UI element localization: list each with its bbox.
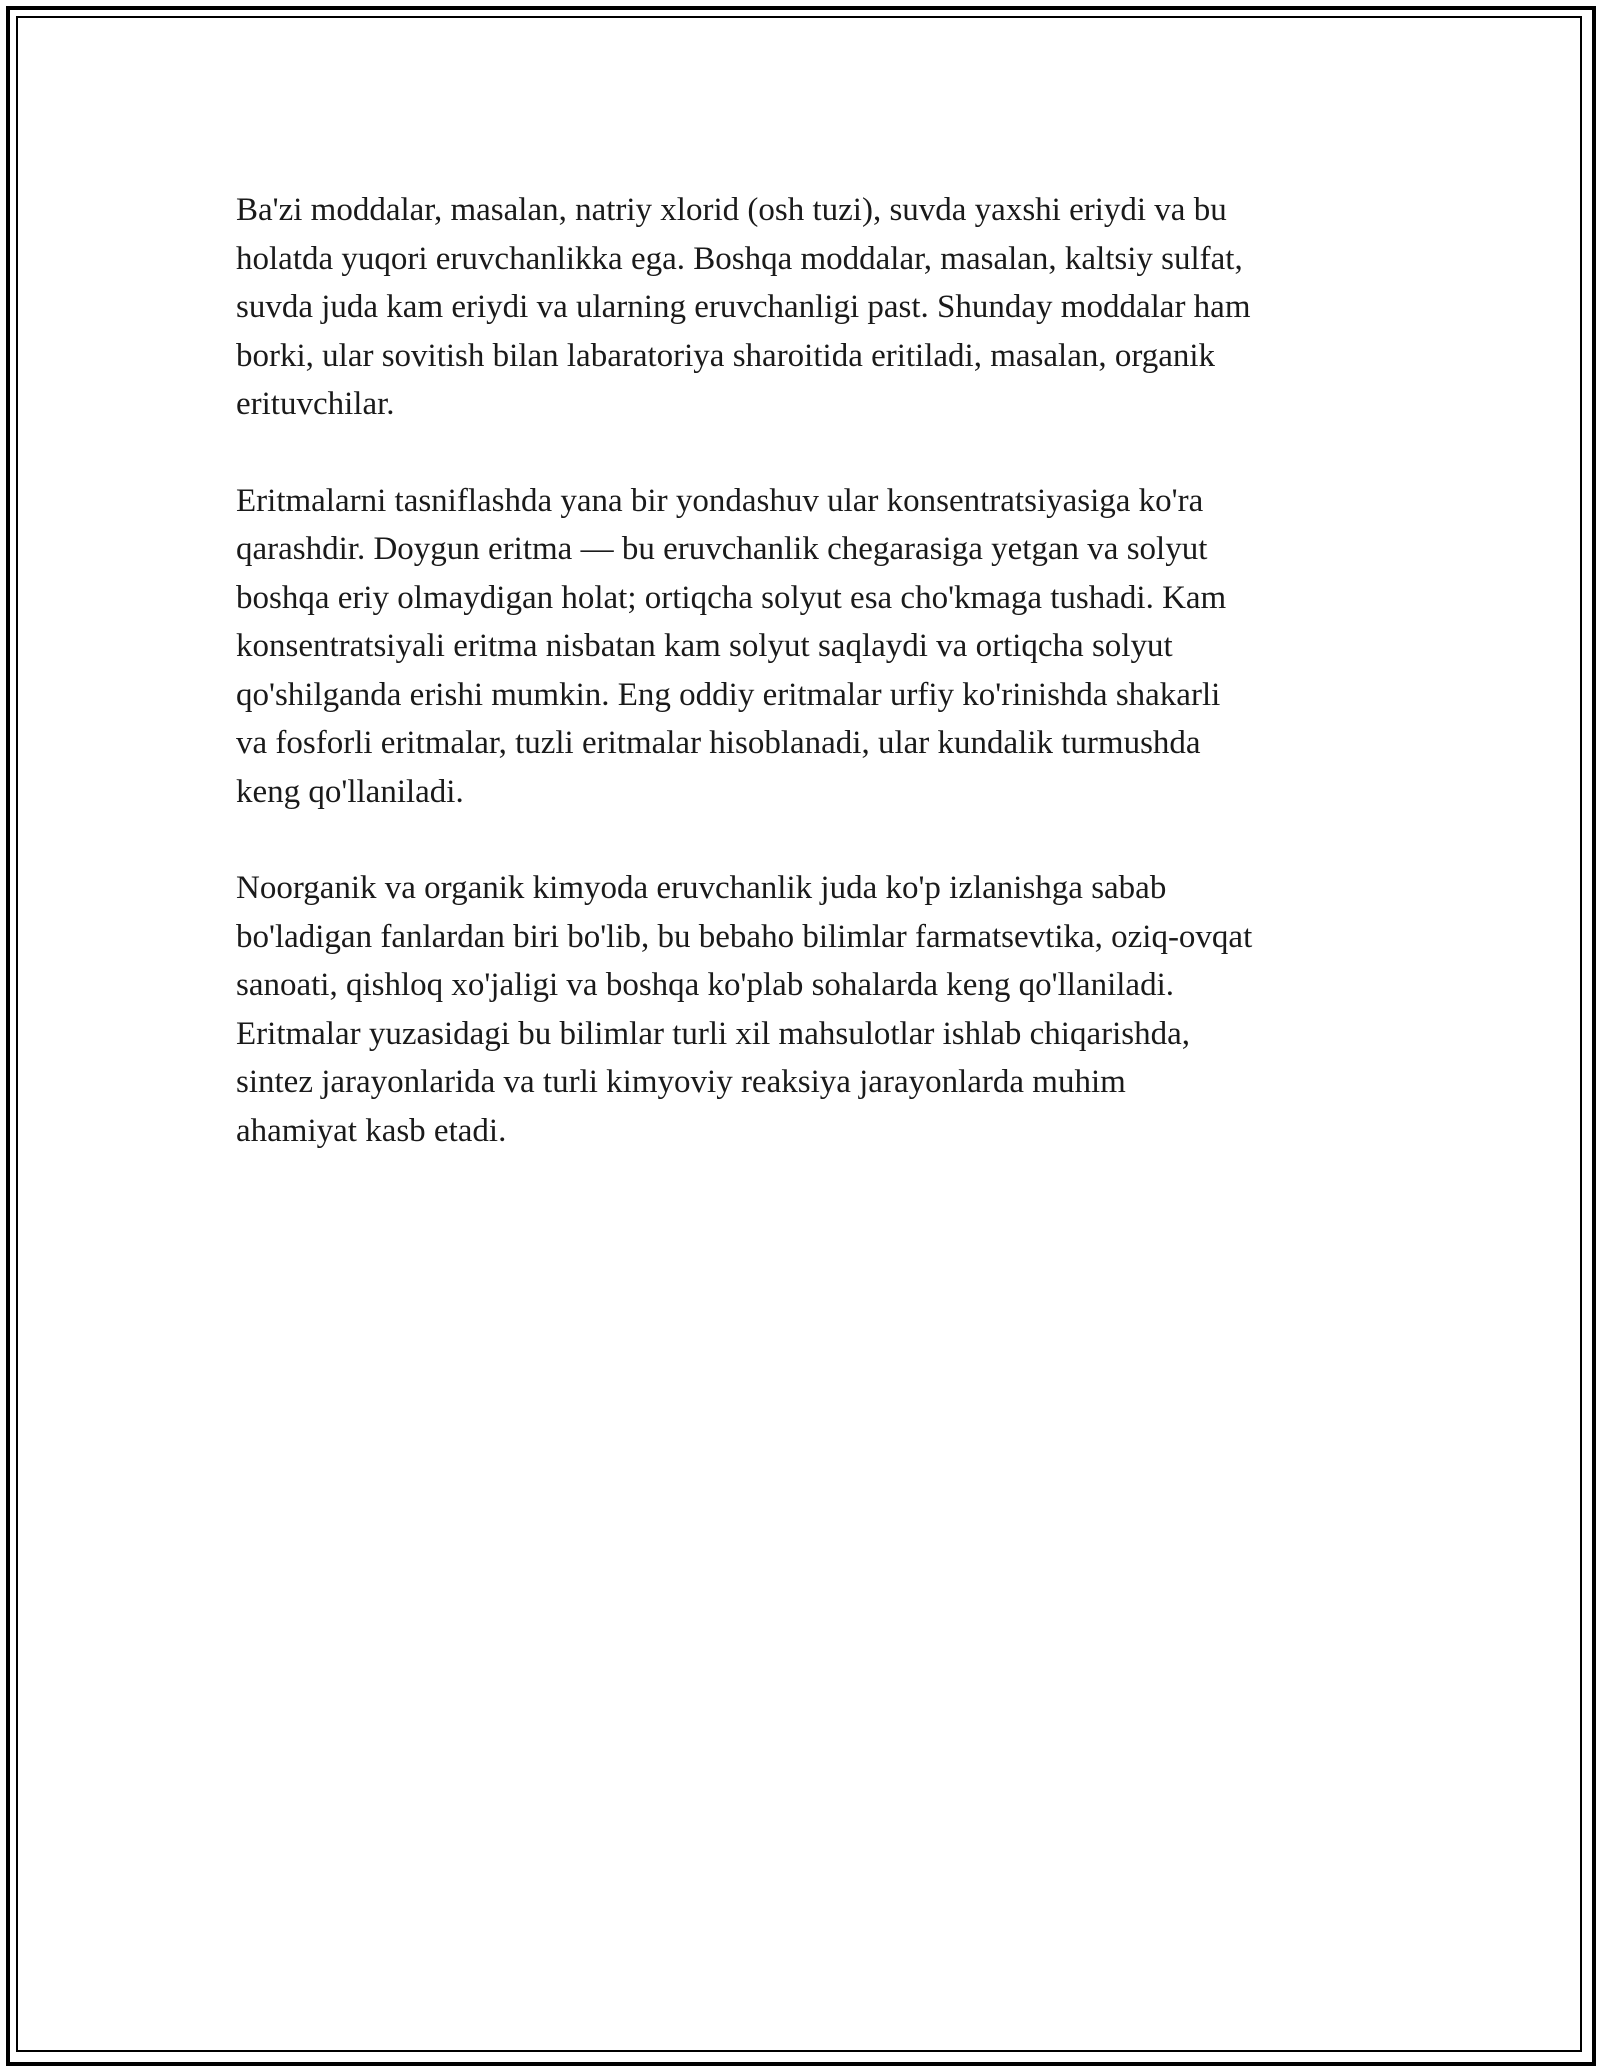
paragraph-1: Ba'zi moddalar, masalan, natriy xlorid (osh tuzi), suvda yaxshi eriydi va bu holatda yuqori eruvchanlikka ega. Boshqa moddalar, masalan, kaltsiy sulfat, suvda juda kam eriydi va ularning eruvchanligi past. Shunday moddalar ham borki, ular sovitish bilan labaratoriya sharoitida eritiladi, masalan, organik erituvchilar.	[236, 192, 1251, 422]
document-body	[236, 186, 1406, 1203]
paragraph-2: Eritmalarni tasniflashda yana bir yondashuv ular konsentratsiyasiga ko'ra qarashdir. Doygun eritma — bu eruvchanlik chegarasiga yetgan va solyut boshqa eriy olmaydigan holat; ortiqcha solyut esa cho'kmaga tushadi. Kam konsentratsiyali eritma nisbatan kam solyut saqlaydi va ortiqcha solyut qo'shilganda erishi mumkin. Eng oddiy eritmalar urfiy ko'rinishda shakarli va fosforli eritmalar, tuzli eritmalar hisoblanadi, ular kundalik turmushda keng qo'llaniladi.	[236, 482, 1227, 810]
paragraph-3: Noorganik va organik kimyoda eruvchanlik juda ko'p izlanishga sabab bo'ladigan fanlardan biri bo'lib, bu bebaho bilimlar farmatsevtika, oziq-ovqat sanoati, qishloq xo'jaligi va boshqa ko'plab sohalarda keng qo'llaniladi. Eritmalar yuzasidagi bu bilimlar turli xil mahsulotlar ishlab chiqarishda, sintez jarayonlarida va turli kimyoviy reaksiya jarayonlarda muhim ahamiyat kasb etadi.	[236, 870, 1253, 1149]
